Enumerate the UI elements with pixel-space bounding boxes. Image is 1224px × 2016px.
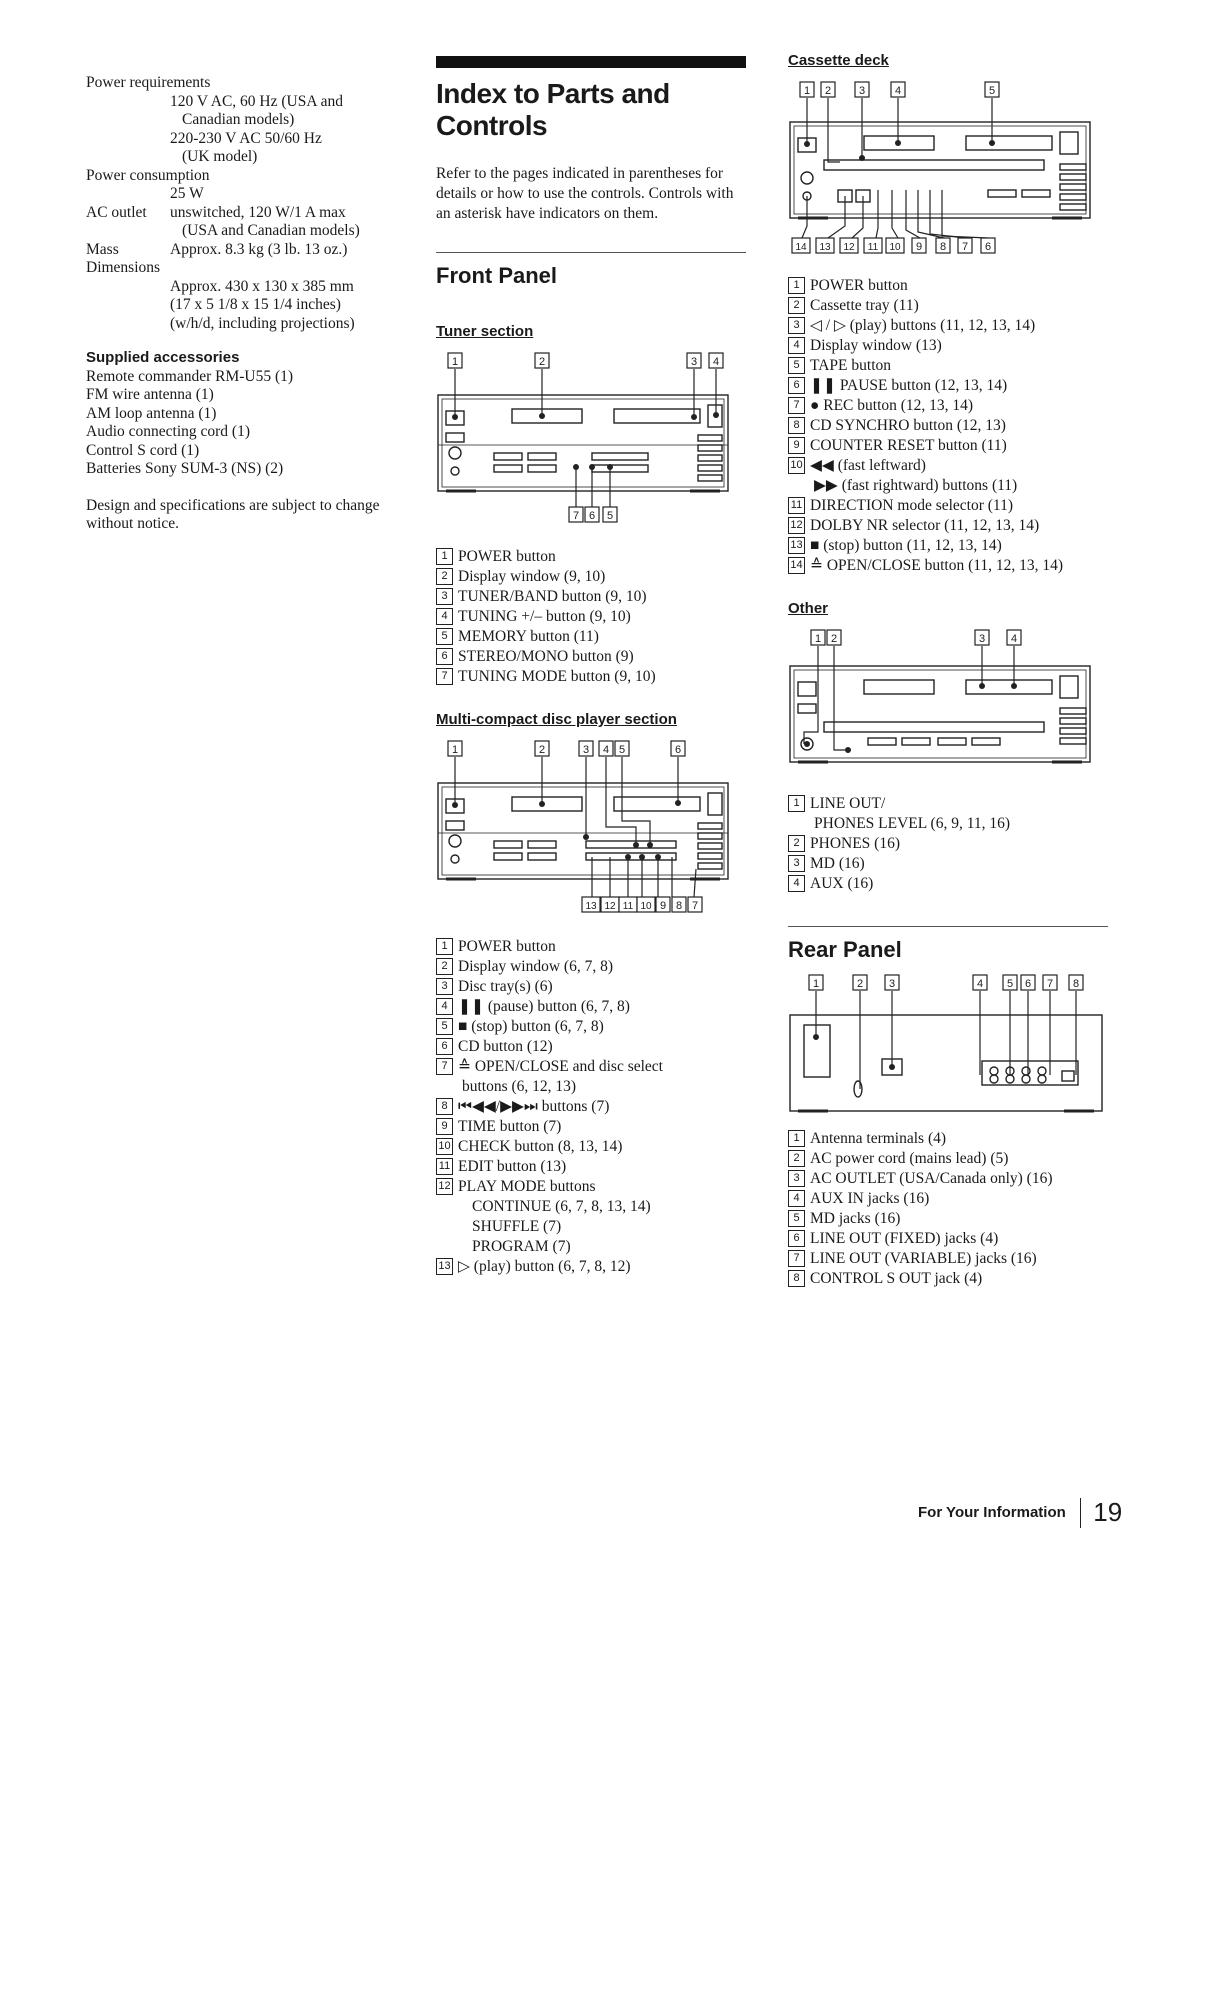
spec-line: (17 x 5 1/8 x 15 1/4 inches) bbox=[170, 296, 341, 313]
callout: 4 bbox=[976, 978, 984, 990]
list-item bbox=[788, 854, 1108, 874]
item-text: ■ (stop) button (11, 12, 13, 14) bbox=[810, 537, 1002, 554]
item-text: CONTROL S OUT jack (4) bbox=[810, 1270, 983, 1287]
callout: 1 bbox=[812, 978, 820, 990]
page-footer bbox=[918, 1497, 1122, 1528]
cassette-diagram bbox=[788, 78, 1098, 268]
list-item bbox=[788, 336, 1108, 356]
item-text: COUNTER RESET button (11) bbox=[810, 437, 1007, 454]
item-text: MD jacks (16) bbox=[810, 1210, 901, 1227]
item-text: LINE OUT (VARIABLE) jacks (16) bbox=[810, 1250, 1037, 1267]
callout: 6 bbox=[984, 241, 992, 253]
list-item bbox=[788, 296, 1108, 316]
page-number: 19 bbox=[1093, 1497, 1123, 1527]
accessories-heading: Supplied accessories bbox=[86, 349, 240, 366]
item-text: AC OUTLET (USA/Canada only) (16) bbox=[810, 1170, 1053, 1187]
ac-outlet-row bbox=[86, 204, 416, 223]
item-number: 4 bbox=[788, 875, 805, 892]
item-text: ⏮◀◀/▶▶⏭ buttons (7) bbox=[458, 1098, 610, 1115]
other-section-title: Other bbox=[788, 600, 829, 617]
item-text: POWER button bbox=[458, 548, 556, 565]
item-number: 12 bbox=[788, 517, 805, 534]
callout: 3 bbox=[978, 633, 986, 645]
list-item bbox=[788, 1129, 1108, 1149]
item-text: TAPE button bbox=[810, 357, 891, 374]
footer-section-label: For Your Information bbox=[918, 1504, 1066, 1521]
spec-line: 220-230 V AC 50/60 Hz bbox=[170, 129, 322, 147]
rear-panel-title: Rear Panel bbox=[788, 937, 902, 962]
item-text: POWER button bbox=[458, 938, 556, 955]
list-item bbox=[436, 627, 746, 647]
other-diagram bbox=[788, 626, 1098, 786]
item-text: LINE OUT/ bbox=[810, 795, 886, 812]
item-text: ■ (stop) button (6, 7, 8) bbox=[458, 1018, 604, 1035]
item-number: 10 bbox=[436, 1138, 453, 1155]
item-text: AUX IN jacks (16) bbox=[810, 1190, 930, 1207]
item-number: 7 bbox=[436, 668, 453, 685]
item-text: PHONES (16) bbox=[810, 835, 900, 852]
item-text: ◁ / ▷ (play) buttons (11, 12, 13, 14) bbox=[810, 317, 1036, 334]
spec-line: Approx. 430 x 130 x 385 mm bbox=[170, 277, 354, 295]
accessory-item: Audio connecting cord (1) bbox=[86, 423, 250, 440]
item-text: ≙ OPEN/CLOSE and disc select bbox=[458, 1058, 663, 1075]
item-number: 13 bbox=[788, 537, 805, 554]
dimensions-label: Dimensions bbox=[86, 259, 161, 276]
title-line: Index to Parts and bbox=[436, 78, 670, 109]
spec-label: Mass bbox=[86, 240, 119, 258]
specifications-column bbox=[86, 74, 416, 534]
item-continuation: PROGRAM (7) bbox=[472, 1238, 571, 1255]
antenna-terminals bbox=[804, 1025, 830, 1077]
list-item bbox=[788, 396, 1108, 416]
callout: 12 bbox=[604, 901, 616, 912]
callout: 5 bbox=[618, 744, 626, 756]
callout: 9 bbox=[915, 241, 923, 253]
callout: 5 bbox=[1006, 978, 1014, 990]
item-text: TIME button (7) bbox=[458, 1118, 562, 1135]
item-text: TUNER/BAND button (9, 10) bbox=[458, 588, 647, 605]
cd-section-title: Multi-compact disc player section bbox=[436, 711, 677, 728]
item-text: DOLBY NR selector (11, 12, 13, 14) bbox=[810, 517, 1040, 534]
list-item bbox=[788, 1229, 1108, 1249]
item-number: 3 bbox=[436, 978, 453, 995]
item-number: 2 bbox=[788, 1150, 805, 1167]
item-number: 9 bbox=[788, 437, 805, 454]
callout: 4 bbox=[602, 744, 610, 756]
list-item bbox=[436, 957, 746, 977]
list-item bbox=[788, 496, 1108, 516]
item-number: 12 bbox=[436, 1178, 453, 1195]
mass-row bbox=[86, 241, 416, 260]
item-number: 1 bbox=[788, 795, 805, 812]
callout: 7 bbox=[961, 241, 969, 253]
item-text: ❚❚ (pause) button (6, 7, 8) bbox=[458, 998, 630, 1015]
display-window bbox=[512, 797, 582, 811]
list-item bbox=[436, 547, 746, 567]
callout: 2 bbox=[824, 85, 832, 97]
power-cons-label: Power consumption bbox=[86, 166, 210, 184]
callout: 11 bbox=[622, 901, 634, 912]
item-text: EDIT button (13) bbox=[458, 1158, 567, 1175]
item-number: 6 bbox=[788, 1230, 805, 1247]
list-item bbox=[788, 1169, 1108, 1189]
callout: 8 bbox=[939, 241, 947, 253]
spec-line: Approx. 8.3 kg (3 lb. 13 oz.) bbox=[170, 240, 348, 258]
item-text: ● REC button (12, 13, 14) bbox=[810, 397, 974, 414]
list-item bbox=[788, 416, 1108, 436]
spec-line: 120 V AC, 60 Hz (USA and bbox=[170, 92, 343, 110]
item-number: 1 bbox=[788, 277, 805, 294]
list-item bbox=[436, 587, 746, 607]
list-item bbox=[788, 316, 1108, 336]
unit-body bbox=[790, 1015, 1102, 1111]
list-item bbox=[788, 1249, 1108, 1269]
list-item bbox=[788, 1149, 1108, 1169]
list-item bbox=[436, 977, 746, 997]
list-item bbox=[788, 536, 1108, 556]
callout: 2 bbox=[538, 356, 546, 368]
item-text: TUNING MODE button (9, 10) bbox=[458, 668, 656, 685]
item-number: 3 bbox=[436, 588, 453, 605]
item-number: 7 bbox=[436, 1058, 453, 1075]
item-number: 7 bbox=[788, 1250, 805, 1267]
callout: 6 bbox=[674, 744, 682, 756]
item-text: Disc tray(s) (6) bbox=[458, 978, 553, 995]
button-strip bbox=[614, 409, 700, 423]
item-number: 8 bbox=[788, 417, 805, 434]
divider bbox=[436, 252, 746, 253]
spec-line: unswitched, 120 W/1 A max bbox=[170, 203, 346, 221]
item-number: 14 bbox=[788, 557, 805, 574]
item-number: 8 bbox=[436, 1098, 453, 1115]
callout: 12 bbox=[843, 242, 855, 253]
item-number: 6 bbox=[436, 648, 453, 665]
item-text: Display window (13) bbox=[810, 337, 942, 354]
item-text: POWER button bbox=[810, 277, 908, 294]
list-item bbox=[788, 456, 1108, 476]
title-bar bbox=[436, 56, 746, 68]
cassette-section-title: Cassette deck bbox=[788, 52, 889, 69]
tuner-section-title: Tuner section bbox=[436, 323, 534, 340]
item-number: 2 bbox=[436, 958, 453, 975]
callout: 2 bbox=[538, 744, 546, 756]
callout: 3 bbox=[858, 85, 866, 97]
callout: 11 bbox=[867, 242, 879, 253]
cd-item-list bbox=[436, 937, 746, 1277]
spec-label: AC outlet bbox=[86, 203, 147, 221]
cassette-item-list bbox=[788, 276, 1108, 576]
callout: 5 bbox=[606, 510, 614, 522]
tuner-diagram bbox=[436, 349, 736, 539]
item-text: AUX (16) bbox=[810, 875, 874, 892]
item-number: 5 bbox=[436, 628, 453, 645]
item-number: 3 bbox=[788, 1170, 805, 1187]
title-line: Controls bbox=[436, 110, 548, 141]
callout: 7 bbox=[1046, 978, 1054, 990]
rear-item-list bbox=[788, 1129, 1108, 1289]
index-column bbox=[436, 56, 746, 1277]
item-number: 1 bbox=[436, 548, 453, 565]
item-number: 7 bbox=[788, 397, 805, 414]
item-number: 2 bbox=[788, 297, 805, 314]
item-text: CD button (12) bbox=[458, 1038, 553, 1055]
callout: 3 bbox=[582, 744, 590, 756]
callout: 10 bbox=[640, 901, 652, 912]
item-text: MEMORY button (11) bbox=[458, 628, 599, 645]
item-number: 4 bbox=[788, 1190, 805, 1207]
list-item bbox=[436, 1057, 746, 1077]
spec-line: 25 W bbox=[170, 185, 204, 202]
list-item bbox=[436, 567, 746, 587]
item-number: 13 bbox=[436, 1258, 453, 1275]
callout: 6 bbox=[588, 510, 596, 522]
item-continuation: SHUFFLE (7) bbox=[472, 1218, 562, 1235]
item-text: LINE OUT (FIXED) jacks (4) bbox=[810, 1230, 999, 1247]
list-item bbox=[436, 607, 746, 627]
callout: 4 bbox=[1010, 633, 1018, 645]
list-item bbox=[788, 1189, 1108, 1209]
item-number: 4 bbox=[436, 608, 453, 625]
callout: 7 bbox=[572, 510, 580, 522]
right-column bbox=[788, 52, 1108, 1289]
item-number: 3 bbox=[788, 317, 805, 334]
item-continuation: PHONES LEVEL (6, 9, 11, 16) bbox=[814, 815, 1011, 832]
item-continuation: CONTINUE (6, 7, 8, 13, 14) bbox=[472, 1198, 651, 1215]
item-text: ≙ OPEN/CLOSE button (11, 12, 13, 14) bbox=[810, 557, 1064, 574]
accessory-item: AM loop antenna (1) bbox=[86, 404, 217, 422]
callout: 1 bbox=[451, 744, 459, 756]
item-text: Display window (9, 10) bbox=[458, 568, 606, 585]
item-number: 8 bbox=[788, 1270, 805, 1287]
callout: 7 bbox=[691, 900, 699, 912]
list-item bbox=[788, 1209, 1108, 1229]
other-item-list bbox=[788, 794, 1108, 894]
item-continuation: buttons (6, 12, 13) bbox=[462, 1078, 577, 1095]
item-number: 11 bbox=[436, 1158, 453, 1175]
item-number: 1 bbox=[436, 938, 453, 955]
page-title bbox=[436, 78, 746, 142]
item-text: MD (16) bbox=[810, 855, 865, 872]
callout: 10 bbox=[889, 242, 901, 253]
item-number: 5 bbox=[788, 357, 805, 374]
list-item bbox=[788, 276, 1108, 296]
item-number: 6 bbox=[436, 1038, 453, 1055]
item-number: 5 bbox=[436, 1018, 453, 1035]
list-item bbox=[788, 356, 1108, 376]
item-number: 10 bbox=[788, 457, 805, 474]
list-item bbox=[788, 874, 1108, 894]
callout: 4 bbox=[712, 356, 720, 368]
item-text: ◀◀ (fast leftward) bbox=[810, 457, 926, 474]
callout: 8 bbox=[1072, 978, 1080, 990]
accessory-item: Control S cord (1) bbox=[86, 441, 200, 459]
list-item bbox=[436, 1137, 746, 1157]
item-number: 4 bbox=[436, 998, 453, 1015]
spec-line: Canadian models) bbox=[182, 111, 295, 128]
tuner-item-list bbox=[436, 547, 746, 687]
list-item bbox=[436, 1117, 746, 1137]
list-item bbox=[436, 1017, 746, 1037]
callout: 14 bbox=[795, 242, 807, 253]
item-text: TUNING +/– button (9, 10) bbox=[458, 608, 631, 625]
callout: 8 bbox=[675, 900, 683, 912]
callout: 5 bbox=[988, 85, 996, 97]
spec-line: (UK model) bbox=[182, 148, 258, 165]
footer-divider bbox=[1080, 1498, 1082, 1528]
accessory-item: Remote commander RM-U55 (1) bbox=[86, 367, 294, 385]
list-item bbox=[436, 1037, 746, 1057]
item-text: ❚❚ PAUSE button (12, 13, 14) bbox=[810, 377, 1008, 394]
list-item bbox=[788, 516, 1108, 536]
power-req-label: Power requirements bbox=[86, 74, 211, 91]
list-item bbox=[788, 1269, 1108, 1289]
callout: 2 bbox=[830, 633, 838, 645]
item-text: PLAY MODE buttons bbox=[458, 1178, 596, 1195]
item-text: STEREO/MONO button (9) bbox=[458, 648, 634, 665]
item-text: ▷ (play) button (6, 7, 8, 12) bbox=[458, 1258, 631, 1275]
callout: 2 bbox=[856, 978, 864, 990]
item-continuation: ▶▶ (fast rightward) buttons (11) bbox=[814, 477, 1018, 494]
spec-line: (USA and Canadian models) bbox=[182, 222, 360, 239]
list-item bbox=[788, 834, 1108, 854]
rear-panel-diagram bbox=[788, 971, 1108, 1121]
item-number: 2 bbox=[436, 568, 453, 585]
list-item bbox=[788, 436, 1108, 456]
design-note: Design and specifications are subject to change without notice. bbox=[86, 496, 380, 532]
item-number: 5 bbox=[788, 1210, 805, 1227]
list-item bbox=[436, 1257, 746, 1277]
intro-text: Refer to the pages indicated in parentheses for details or how to use the controls. Controls with an asterisk have indicators on them. bbox=[436, 165, 734, 222]
list-item bbox=[436, 937, 746, 957]
front-panel-title: Front Panel bbox=[436, 263, 558, 288]
list-item bbox=[788, 376, 1108, 396]
list-item bbox=[788, 794, 1108, 814]
item-number: 6 bbox=[788, 377, 805, 394]
list-item bbox=[436, 667, 746, 687]
item-text: CD SYNCHRO button (12, 13) bbox=[810, 417, 1006, 434]
item-text: Cassette tray (11) bbox=[810, 297, 919, 314]
callout: 13 bbox=[585, 901, 597, 912]
callout: 1 bbox=[803, 85, 811, 97]
callout: 1 bbox=[814, 633, 822, 645]
cd-diagram bbox=[436, 737, 736, 929]
display-window bbox=[864, 680, 934, 694]
list-item bbox=[436, 1097, 746, 1117]
accessory-item: FM wire antenna (1) bbox=[86, 386, 214, 403]
item-text: AC power cord (mains lead) (5) bbox=[810, 1150, 1009, 1167]
callout: 4 bbox=[894, 85, 902, 97]
item-text: DIRECTION mode selector (11) bbox=[810, 497, 1014, 514]
callout: 6 bbox=[1024, 978, 1032, 990]
display-window bbox=[512, 409, 582, 423]
item-number: 1 bbox=[788, 1130, 805, 1147]
item-text: Display window (6, 7, 8) bbox=[458, 958, 613, 975]
item-number: 4 bbox=[788, 337, 805, 354]
item-number: 9 bbox=[436, 1118, 453, 1135]
list-item bbox=[436, 647, 746, 667]
list-item bbox=[788, 556, 1108, 576]
list-item bbox=[436, 1177, 746, 1197]
list-item bbox=[436, 1157, 746, 1177]
item-text: Antenna terminals (4) bbox=[810, 1130, 947, 1147]
ac-cord bbox=[854, 1081, 862, 1097]
item-number: 11 bbox=[788, 497, 805, 514]
item-number: 3 bbox=[788, 855, 805, 872]
accessory-item: Batteries Sony SUM-3 (NS) (2) bbox=[86, 460, 284, 477]
callout: 1 bbox=[451, 356, 459, 368]
callout: 9 bbox=[659, 900, 667, 912]
item-number: 2 bbox=[788, 835, 805, 852]
button-strip bbox=[614, 797, 700, 811]
callout: 3 bbox=[690, 356, 698, 368]
callout: 13 bbox=[819, 242, 831, 253]
item-text: CHECK button (8, 13, 14) bbox=[458, 1138, 623, 1155]
divider bbox=[788, 926, 1108, 927]
list-item bbox=[436, 997, 746, 1017]
callout: 3 bbox=[888, 978, 896, 990]
spec-line: (w/h/d, including projections) bbox=[170, 314, 355, 332]
